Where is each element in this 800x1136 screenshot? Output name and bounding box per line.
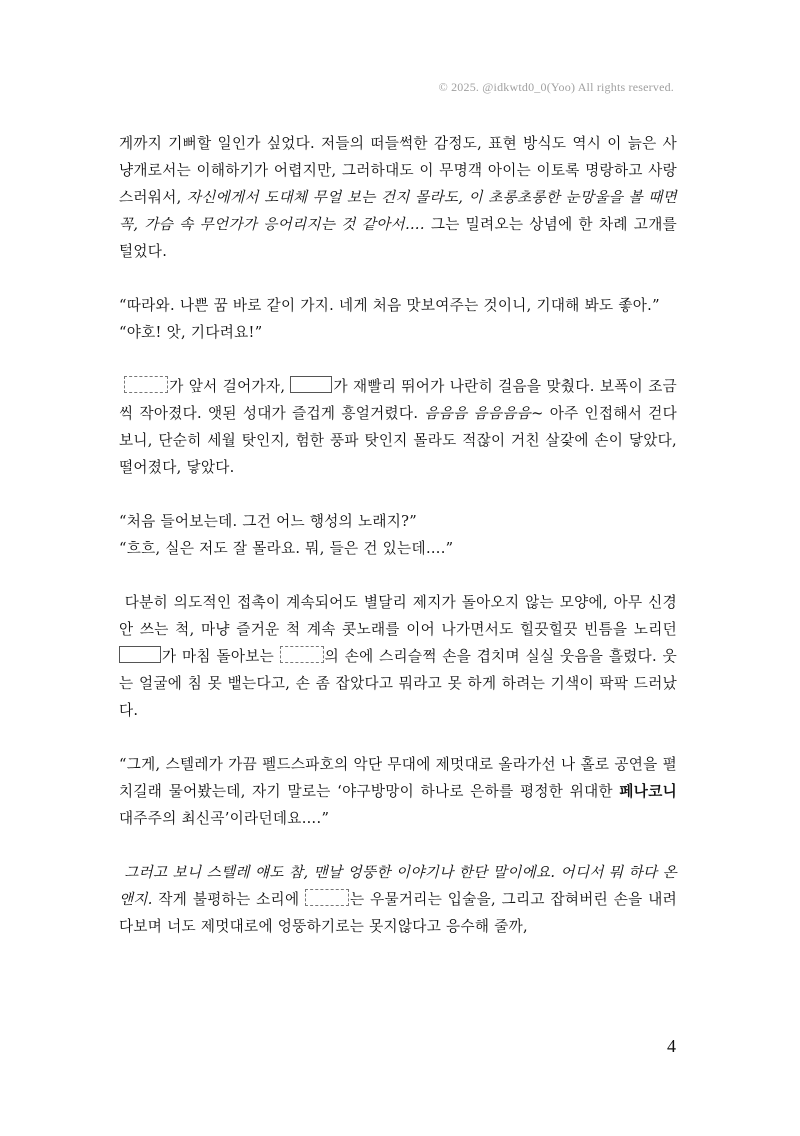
inner-thought: 그러고 보니 스텔레 얘도 참, 맨날 엉뚱한 이야기나 한단 말이에요. 어디서 뭐 하다 온 앤지. bbox=[119, 864, 677, 908]
paragraph bbox=[119, 859, 677, 940]
name-placeholder-box bbox=[305, 889, 349, 906]
paragraph bbox=[119, 589, 677, 724]
text-run: 가 재빨리 뛰어가 나란히 걸음을 맞췄다. 보폭이 조금씩 작아졌다. 앳된 성대가 즐겁게 흥얼거렸다. bbox=[119, 378, 677, 422]
text-run: 의 손에 스리슬쩍 손을 겹치며 실실 웃음을 흘렸다. 웃는 얼굴에 침 못 뱉는다고, 손 좀 잡았다고 뭐라고 못 하게 하려는 기색이 팍팍 드러났다. bbox=[119, 648, 677, 719]
name-placeholder-box bbox=[124, 376, 168, 393]
humming-text: 음음음 음음음음~ bbox=[424, 405, 544, 422]
text-run: 작게 불평하는 소리에 bbox=[152, 891, 306, 908]
dialogue-line: “야호! 앗, 기다려요!” bbox=[119, 324, 263, 341]
paragraph bbox=[119, 373, 677, 481]
text-run: 다분히 의도적인 접촉이 계속되어도 별달리 제지가 돌아오지 않는 모양에, 아무 신경 안 쓰는 척, 마냥 즐거운 척 계속 콧노래를 이어 나가면서도 힐끗힐끗 빈틈을 노리던 bbox=[119, 594, 678, 638]
text-run: “그게, 스텔레가 가끔 펠드스파호의 악단 무대에 제멋대로 올라가선 나 홀로 공연을 펼치길래 물어봤는데, 자기 말로는 ‘야구방망이 하나로 은하를 평정한 위대한 bbox=[119, 756, 677, 800]
text-run: 가 앞서 걸어가자, bbox=[169, 378, 291, 395]
bold-term: 페나코니 bbox=[619, 783, 677, 800]
text-run: 그는 밀려오는 상념에 한 차례 고개를 털었다. bbox=[119, 216, 677, 260]
copyright-notice: © 2025. @idkwtd0_0(Yoo) All rights reserved. bbox=[438, 80, 674, 94]
text-run: 대주주의 최신곡’이라던데요….” bbox=[119, 810, 330, 827]
inner-thought: 자신에게서 도대체 무얼 보는 건지 몰라도, 이 초롱초롱한 눈망울을 볼 때면 꼭, 가슴 속 무언가가 응어리지는 것 같아서…. bbox=[119, 189, 677, 233]
text-run: 게까지 기뻐할 일인가 싶었다. 저들의 떠들썩한 감정도, 표현 방식도 역시 이 늙은 사냥개로서는 이해하기가 어렵지만, 그러하대도 이 무명객 아이는 이토록 명랑하고 사랑스러워서, bbox=[119, 135, 677, 206]
paragraph bbox=[119, 130, 677, 265]
text-run: 가 마침 돌아보는 bbox=[162, 648, 280, 665]
dialogue-line: “따라와. 나쁜 꿈 바로 같이 가지. 네게 처음 맛보여주는 것이니, 기대해 봐도 좋아.” bbox=[119, 297, 660, 314]
body-text bbox=[119, 130, 677, 940]
name-placeholder-box bbox=[280, 646, 324, 663]
name-placeholder-box bbox=[290, 376, 332, 393]
dialogue-line: “흐흐, 실은 저도 잘 몰라요. 뭐, 들은 건 있는데….” bbox=[119, 540, 454, 557]
page-number: 4 bbox=[667, 1036, 676, 1056]
dialogue-line: “처음 들어보는데. 그건 어느 행성의 노래지?” bbox=[119, 513, 418, 530]
name-placeholder-box bbox=[119, 646, 161, 663]
dialogue-paragraph bbox=[119, 751, 677, 832]
text-run: 아주 인접해서 걷다 보니, 단순히 세월 탓인지, 험한 풍파 탓인지 몰라도 적잖이 거친 살갗에 손이 닿았다, 떨어졌다, 닿았다. bbox=[119, 405, 677, 476]
text-run: 는 우물거리는 입술을, 그리고 잡혀버린 손을 내려다보며 너도 제멋대로에 엉뚱하기로는 못지않다고 응수해 줄까, bbox=[119, 891, 677, 935]
